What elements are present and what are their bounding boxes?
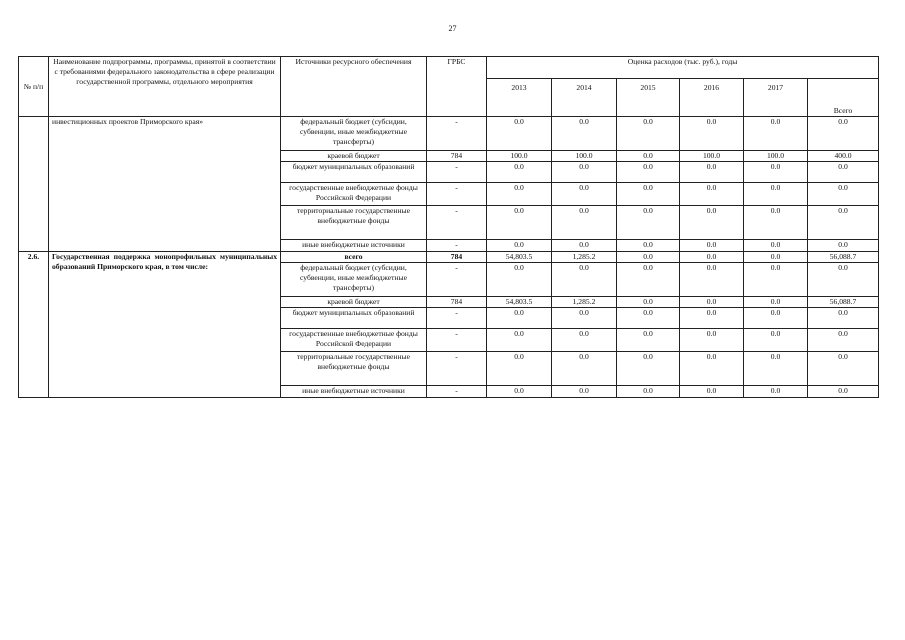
value-cell: 0.0: [487, 117, 552, 151]
measure-name: инвестиционных проектов Приморского края»: [49, 117, 281, 252]
source-cell: территориальные государственные внебюджетные фонды: [281, 206, 427, 240]
grbs-cell: 784: [427, 252, 487, 263]
value-cell: 0.0: [487, 240, 552, 252]
grbs-cell: -: [427, 240, 487, 252]
total-cell: 0.0: [808, 263, 879, 297]
total-cell: 0.0: [808, 206, 879, 240]
value-cell: 0.0: [552, 240, 617, 252]
value-cell: 0.0: [744, 206, 808, 240]
value-cell: 0.0: [552, 352, 617, 386]
total-cell: 56,088.7: [808, 252, 879, 263]
total-cell: 0.0: [808, 240, 879, 252]
value-cell: 0.0: [487, 386, 552, 398]
value-cell: 0.0: [744, 263, 808, 297]
value-cell: 1,285.2: [552, 297, 617, 308]
header-total: Всего: [808, 79, 879, 117]
total-cell: 0.0: [808, 117, 879, 151]
value-cell: 0.0: [744, 386, 808, 398]
value-cell: 0.0: [552, 386, 617, 398]
value-cell: 0.0: [680, 263, 744, 297]
value-cell: 0.0: [744, 162, 808, 183]
value-cell: 0.0: [680, 206, 744, 240]
grbs-cell: -: [427, 117, 487, 151]
value-cell: 0.0: [617, 206, 680, 240]
grbs-cell: 784: [427, 297, 487, 308]
value-cell: 0.0: [617, 183, 680, 206]
value-cell: 0.0: [617, 263, 680, 297]
value-cell: 0.0: [487, 308, 552, 329]
source-cell: бюджет муниципальных образований: [281, 162, 427, 183]
value-cell: 0.0: [680, 117, 744, 151]
grbs-cell: -: [427, 162, 487, 183]
value-cell: 0.0: [617, 297, 680, 308]
value-cell: 0.0: [680, 329, 744, 352]
expenditure-table: [18, 56, 879, 398]
source-cell: федеральный бюджет (субсидии, субвенции, иные межбюджетные трансферты): [281, 117, 427, 151]
table-row: [19, 252, 879, 263]
total-cell: 0.0: [808, 386, 879, 398]
value-cell: 0.0: [680, 183, 744, 206]
value-cell: 0.0: [552, 162, 617, 183]
source-cell: краевой бюджет: [281, 297, 427, 308]
section-2-body: [19, 252, 879, 398]
value-cell: 0.0: [487, 162, 552, 183]
value-cell: 0.0: [552, 263, 617, 297]
source-cell: краевой бюджет: [281, 151, 427, 162]
total-cell: 0.0: [808, 162, 879, 183]
value-cell: 0.0: [617, 151, 680, 162]
value-cell: 0.0: [487, 183, 552, 206]
value-cell: 1,285.2: [552, 252, 617, 263]
header-year: 2015: [617, 79, 680, 117]
value-cell: 0.0: [744, 352, 808, 386]
value-cell: 54,803.5: [487, 297, 552, 308]
value-cell: 0.0: [744, 308, 808, 329]
grbs-cell: -: [427, 308, 487, 329]
grbs-cell: -: [427, 183, 487, 206]
value-cell: 0.0: [487, 352, 552, 386]
grbs-cell: -: [427, 263, 487, 297]
total-cell: 400.0: [808, 151, 879, 162]
total-cell: 0.0: [808, 329, 879, 352]
value-cell: 0.0: [487, 263, 552, 297]
grbs-cell: 784: [427, 151, 487, 162]
value-cell: 0.0: [744, 240, 808, 252]
row-number: 2.6.: [19, 252, 49, 398]
value-cell: 0.0: [552, 308, 617, 329]
grbs-cell: -: [427, 352, 487, 386]
source-cell: бюджет муниципальных образований: [281, 308, 427, 329]
value-cell: 0.0: [552, 183, 617, 206]
value-cell: 0.0: [552, 117, 617, 151]
row-number: [19, 117, 49, 252]
value-cell: 0.0: [680, 297, 744, 308]
source-cell: иные внебюджетные источники: [281, 386, 427, 398]
header-estimate: Оценка расходов (тыс. руб.), годы: [487, 57, 879, 79]
value-cell: 0.0: [552, 329, 617, 352]
value-cell: 0.0: [680, 240, 744, 252]
value-cell: 100.0: [487, 151, 552, 162]
value-cell: 100.0: [552, 151, 617, 162]
value-cell: 0.0: [617, 308, 680, 329]
value-cell: 0.0: [680, 308, 744, 329]
value-cell: 0.0: [617, 329, 680, 352]
value-cell: 0.0: [617, 117, 680, 151]
page-number: 27: [448, 24, 457, 33]
source-cell: всего: [281, 252, 427, 263]
value-cell: 0.0: [617, 240, 680, 252]
source-cell: федеральный бюджет (субсидии, субвенции, иные межбюджетные трансферты): [281, 263, 427, 297]
value-cell: 0.0: [487, 206, 552, 240]
grbs-cell: -: [427, 329, 487, 352]
value-cell: 54,803.5: [487, 252, 552, 263]
value-cell: 0.0: [617, 352, 680, 386]
source-cell: государственные внебюджетные фонды Российской Федерации: [281, 183, 427, 206]
value-cell: 0.0: [744, 252, 808, 263]
value-cell: 0.0: [617, 162, 680, 183]
value-cell: 0.0: [744, 183, 808, 206]
value-cell: 100.0: [680, 151, 744, 162]
total-cell: 56,088.7: [808, 297, 879, 308]
total-cell: 0.0: [808, 183, 879, 206]
value-cell: 0.0: [617, 252, 680, 263]
value-cell: 0.0: [487, 329, 552, 352]
header-year: 2014: [552, 79, 617, 117]
header-grbs: ГРБС: [427, 57, 487, 117]
table-row: [19, 117, 879, 151]
value-cell: 0.0: [680, 252, 744, 263]
grbs-cell: -: [427, 206, 487, 240]
value-cell: 0.0: [680, 352, 744, 386]
header-year: 2017: [744, 79, 808, 117]
total-cell: 0.0: [808, 352, 879, 386]
total-cell: 0.0: [808, 308, 879, 329]
source-cell: территориальные государственные внебюджетные фонды: [281, 352, 427, 386]
grbs-cell: -: [427, 386, 487, 398]
header-num: № п/п: [19, 57, 49, 117]
header-year: 2013: [487, 79, 552, 117]
value-cell: 0.0: [617, 386, 680, 398]
table-header: [19, 57, 879, 117]
value-cell: 0.0: [680, 386, 744, 398]
value-cell: 0.0: [552, 206, 617, 240]
header-sources: Источники ресурсного обеспечения: [281, 57, 427, 117]
measure-name: Государственная поддержка монопрофильных муниципальных образований Приморского края, в том числе:: [49, 252, 281, 398]
header-name: Наименование подпрограммы, программы, принятой в соответствии с требованиями федерального законодательства в сфере реализации государственной программы, отдельного мероприятия: [49, 57, 281, 117]
section-1-body: [19, 117, 879, 252]
value-cell: 0.0: [744, 117, 808, 151]
value-cell: 0.0: [744, 297, 808, 308]
header-year: 2016: [680, 79, 744, 117]
value-cell: 100.0: [744, 151, 808, 162]
value-cell: 0.0: [744, 329, 808, 352]
value-cell: 0.0: [680, 162, 744, 183]
source-cell: иные внебюджетные источники: [281, 240, 427, 252]
source-cell: государственные внебюджетные фонды Российской Федерации: [281, 329, 427, 352]
